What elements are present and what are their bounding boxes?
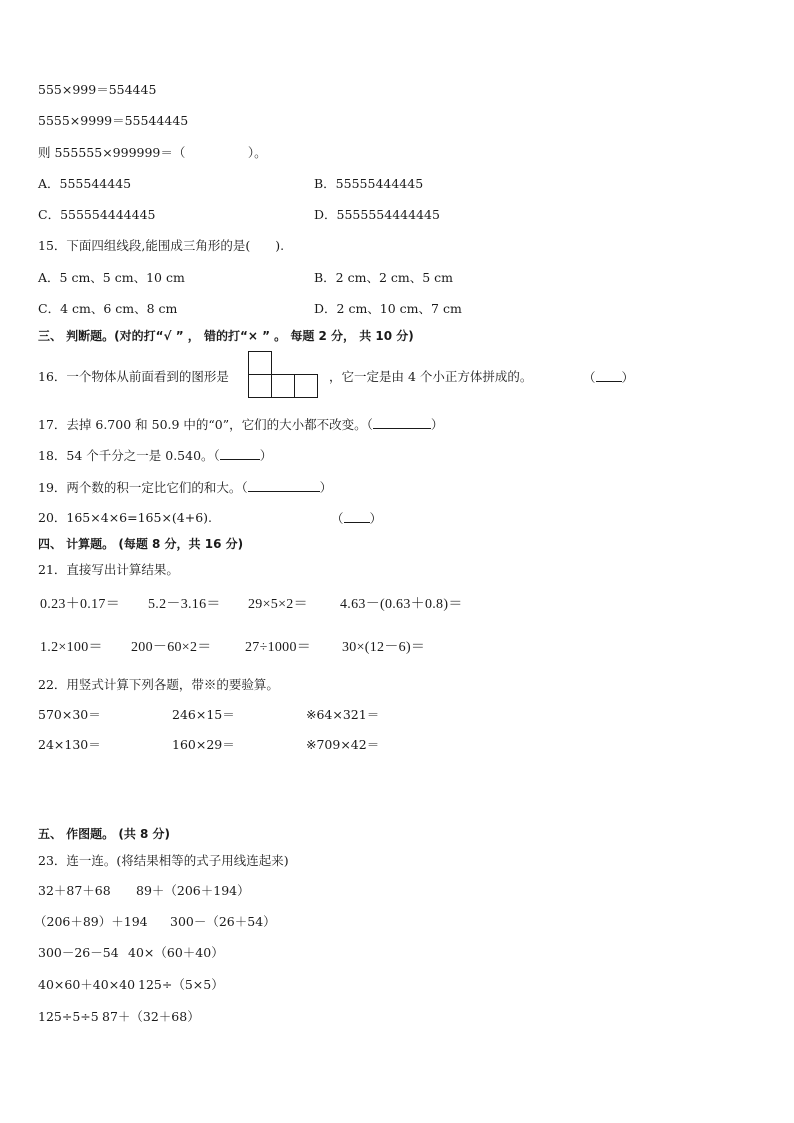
q17-line <box>38 416 443 433</box>
q22-stem: 22．用竖式计算下列各题，带※的要验算。 <box>38 677 279 692</box>
q20-answer-blank[interactable] <box>331 510 382 527</box>
q21-expr[interactable]: 1.2×100＝ <box>40 640 103 655</box>
q14-option-c[interactable]: C．555554444445 <box>38 207 156 222</box>
q19-paren-close: ） <box>319 480 333 495</box>
q19-answer-blank[interactable] <box>248 479 320 492</box>
q17-paren-close: ） <box>430 417 444 432</box>
q16-paren-close: ） <box>621 370 635 385</box>
q15-option-d[interactable]: D．2 cm、10 cm、7 cm <box>314 301 462 316</box>
q14-question-line: 则 555555×999999＝（ ）。 <box>38 145 267 160</box>
q20-text: 20．165×4×6=165×(4+6). <box>38 510 213 525</box>
q18-paren-close: ） <box>259 448 273 463</box>
q22-problem[interactable]: 570×30＝ <box>38 707 101 722</box>
q23-right-expr[interactable]: 89＋（206＋194） <box>136 883 250 898</box>
q22-problem[interactable]: ※709×42＝ <box>306 737 380 752</box>
q23-right-expr[interactable]: 125÷（5×5） <box>138 977 224 992</box>
q23-stem: 23．连一连。(将结果相等的式子用线连起来) <box>38 853 289 868</box>
q18-text: 18．54 个千分之一是 0.540。（ <box>38 448 220 463</box>
q21-expr[interactable]: 30×(12－6)＝ <box>342 640 426 655</box>
q23-left-expr[interactable]: 300－26－54 <box>38 945 119 960</box>
q16-text-after: ，它一定是由 4 个小正方体拼成的。 <box>329 369 533 384</box>
q15-option-c[interactable]: C．4 cm、6 cm、8 cm <box>38 301 178 316</box>
q23-left-expr[interactable]: 32＋87＋68 <box>38 883 111 898</box>
q14-pattern-line-1: 555×999＝554445 <box>38 82 157 97</box>
q18-line <box>38 447 272 464</box>
q20-paren-open: （ <box>331 511 344 526</box>
q15-option-b[interactable]: B．2 cm、2 cm、5 cm <box>314 270 454 285</box>
q21-expr[interactable]: 0.23＋0.17＝ <box>40 597 120 612</box>
q14-option-a[interactable]: A．555544445 <box>38 176 132 191</box>
section-3-title: 三、 判断题。(对的打“√ ” ， 错的打“× ” 。 每题 2 分， 共 10 分) <box>38 329 414 343</box>
q16-text-before: 16．一个物体从前面看到的图形是 <box>38 369 229 384</box>
q21-expr[interactable]: 29×5×2＝ <box>248 597 308 612</box>
figure-square-bottom-3 <box>294 374 318 398</box>
q21-expr[interactable]: 5.2－3.16＝ <box>148 597 221 612</box>
q21-expr[interactable]: 4.63－(0.63＋0.8)＝ <box>340 597 463 612</box>
q17-answer-blank[interactable] <box>373 416 431 429</box>
section-4-title: 四、 计算题。 (每题 8 分，共 16 分) <box>38 537 244 551</box>
q19-text: 19．两个数的积一定比它们的和大。（ <box>38 480 248 495</box>
q16-paren-open: （ <box>583 370 596 385</box>
q23-left-expr[interactable]: 125÷5÷5 <box>38 1009 99 1024</box>
q17-text: 17．去掉 6.700 和 50.9 中的“0”，它们的大小都不改变。（ <box>38 417 373 432</box>
q22-problem[interactable]: 24×130＝ <box>38 737 101 752</box>
q16-answer-blank[interactable] <box>583 369 634 386</box>
q16-view-figure <box>248 351 328 403</box>
q20-paren-close: ） <box>369 511 383 526</box>
q18-answer-blank[interactable] <box>220 447 260 460</box>
q22-problem[interactable]: ※64×321＝ <box>306 707 380 722</box>
q21-expr[interactable]: 27÷1000＝ <box>245 640 312 655</box>
q23-left-expr[interactable]: （206＋89）＋194 <box>34 914 148 929</box>
q21-expr[interactable]: 200－60×2＝ <box>131 640 212 655</box>
q19-line <box>38 479 332 496</box>
q14-option-d[interactable]: D．5555554444445 <box>314 207 440 222</box>
section-5-title: 五、 作图题。 (共 8 分) <box>38 827 171 841</box>
q23-right-expr[interactable]: 40×（60＋40） <box>128 945 224 960</box>
q21-stem: 21．直接写出计算结果。 <box>38 562 179 577</box>
figure-square-top <box>248 351 272 375</box>
q23-left-expr[interactable]: 40×60＋40×40 <box>38 977 136 992</box>
figure-square-bottom-2 <box>271 374 295 398</box>
q22-problem[interactable]: 246×15＝ <box>172 707 235 722</box>
q15-option-a[interactable]: A．5 cm、5 cm、10 cm <box>38 270 185 285</box>
q22-problem[interactable]: 160×29＝ <box>172 737 235 752</box>
q23-right-expr[interactable]: 87＋（32＋68） <box>102 1009 200 1024</box>
q23-right-expr[interactable]: 300－（26＋54） <box>170 914 276 929</box>
q14-option-b[interactable]: B．55555444445 <box>314 176 424 191</box>
q14-pattern-line-2: 5555×9999＝55544445 <box>38 113 189 128</box>
q15-stem: 15．下面四组线段,能围成三角形的是( ). <box>38 238 285 253</box>
figure-square-bottom-1 <box>248 374 272 398</box>
